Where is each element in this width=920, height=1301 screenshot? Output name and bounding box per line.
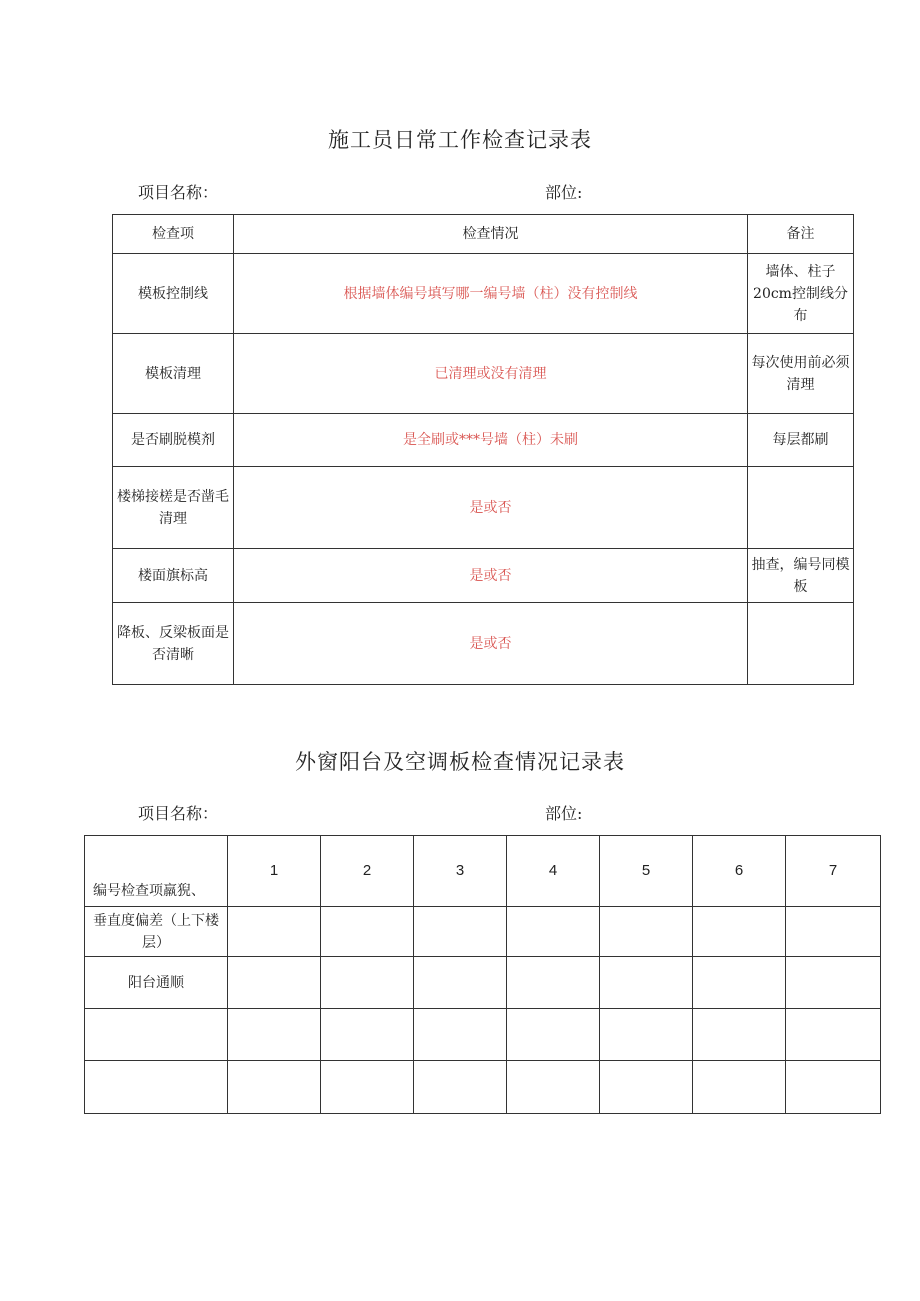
table-row	[113, 603, 854, 685]
table-row	[113, 414, 854, 467]
data-cell	[786, 907, 881, 957]
data-cell	[414, 957, 507, 1009]
data-cell	[507, 957, 600, 1009]
data-cell	[228, 1061, 321, 1114]
column-header: 6	[693, 836, 786, 907]
data-cell	[786, 1009, 881, 1061]
data-cell	[321, 1009, 414, 1061]
data-cell	[321, 957, 414, 1009]
check-item-cell: 楼面旗标高	[113, 549, 234, 603]
table-row	[113, 334, 854, 414]
check-status-cell: 是或否	[234, 467, 748, 549]
table1-location-label: 部位:	[545, 183, 583, 202]
table-row	[85, 1061, 881, 1114]
data-cell	[228, 957, 321, 1009]
check-status-cell: 是或否	[234, 603, 748, 685]
check-item-cell: 模板清理	[113, 334, 234, 414]
data-cell	[228, 907, 321, 957]
header-check-status: 检查情况	[234, 215, 748, 254]
data-cell	[786, 957, 881, 1009]
check-item-cell: 是否刷脱模剂	[113, 414, 234, 467]
header-remarks: 备注	[748, 215, 854, 254]
check-status-cell: 根据墙体编号填写哪一编号墙（柱）没有控制线	[234, 254, 748, 334]
table-header-row	[85, 836, 881, 907]
column-header: 2	[321, 836, 414, 907]
check-status-cell: 是全刷或***号墙（柱）未刷	[234, 414, 748, 467]
remarks-cell: 每次使用前必须清理	[748, 334, 854, 414]
remarks-cell	[748, 603, 854, 685]
daily-inspection-table	[112, 214, 854, 685]
table-row	[113, 549, 854, 603]
column-header: 5	[600, 836, 693, 907]
data-cell	[600, 957, 693, 1009]
table-row	[113, 254, 854, 334]
column-header: 7	[786, 836, 881, 907]
data-cell	[414, 907, 507, 957]
data-cell	[414, 1009, 507, 1061]
data-cell	[507, 1009, 600, 1061]
table1-project-label: 项目名称：	[138, 183, 219, 202]
check-item-cell: 楼梯接槎是否凿毛清理	[113, 467, 234, 549]
table1-title: 施工员日常工作检查记录表	[328, 128, 592, 152]
data-cell	[600, 1061, 693, 1114]
data-cell	[693, 957, 786, 1009]
data-cell	[786, 1061, 881, 1114]
remarks-cell: 墙体、柱子20cm控制线分布	[748, 254, 854, 334]
data-cell	[321, 1061, 414, 1114]
table-header-row	[113, 215, 854, 254]
table-row	[113, 467, 854, 549]
data-cell	[600, 907, 693, 957]
data-cell	[693, 1061, 786, 1114]
row-label-cell: 阳台通顺	[85, 957, 228, 1009]
table2-location-label: 部位:	[545, 804, 583, 823]
column-header: 3	[414, 836, 507, 907]
table-row	[85, 907, 881, 957]
data-cell	[507, 1061, 600, 1114]
remarks-cell: 每层都刷	[748, 414, 854, 467]
remarks-cell: 抽查，编号同模板	[748, 549, 854, 603]
check-item-cell: 降板、反梁板面是否清晰	[113, 603, 234, 685]
row-label-cell: 垂直度偏差（上下楼层）	[85, 907, 228, 957]
check-item-cell: 模板控制线	[113, 254, 234, 334]
table-row	[85, 1009, 881, 1061]
table2-project-label: 项目名称：	[138, 804, 219, 823]
table2-title: 外窗阳台及空调板检查情况记录表	[295, 750, 625, 774]
header-check-item: 检查项	[113, 215, 234, 254]
data-cell	[414, 1061, 507, 1114]
data-cell	[693, 907, 786, 957]
data-cell	[600, 1009, 693, 1061]
column-header: 4	[507, 836, 600, 907]
data-cell	[321, 907, 414, 957]
row-label-cell	[85, 1009, 228, 1061]
check-status-cell: 已清理或没有清理	[234, 334, 748, 414]
row-label-cell	[85, 1061, 228, 1114]
window-balcony-table	[84, 835, 881, 1114]
remarks-cell	[748, 467, 854, 549]
data-cell	[228, 1009, 321, 1061]
check-status-cell: 是或否	[234, 549, 748, 603]
data-cell	[507, 907, 600, 957]
corner-header-cell: 编号检查项羸猊、	[85, 836, 228, 907]
column-header: 1	[228, 836, 321, 907]
table-row	[85, 957, 881, 1009]
data-cell	[693, 1009, 786, 1061]
